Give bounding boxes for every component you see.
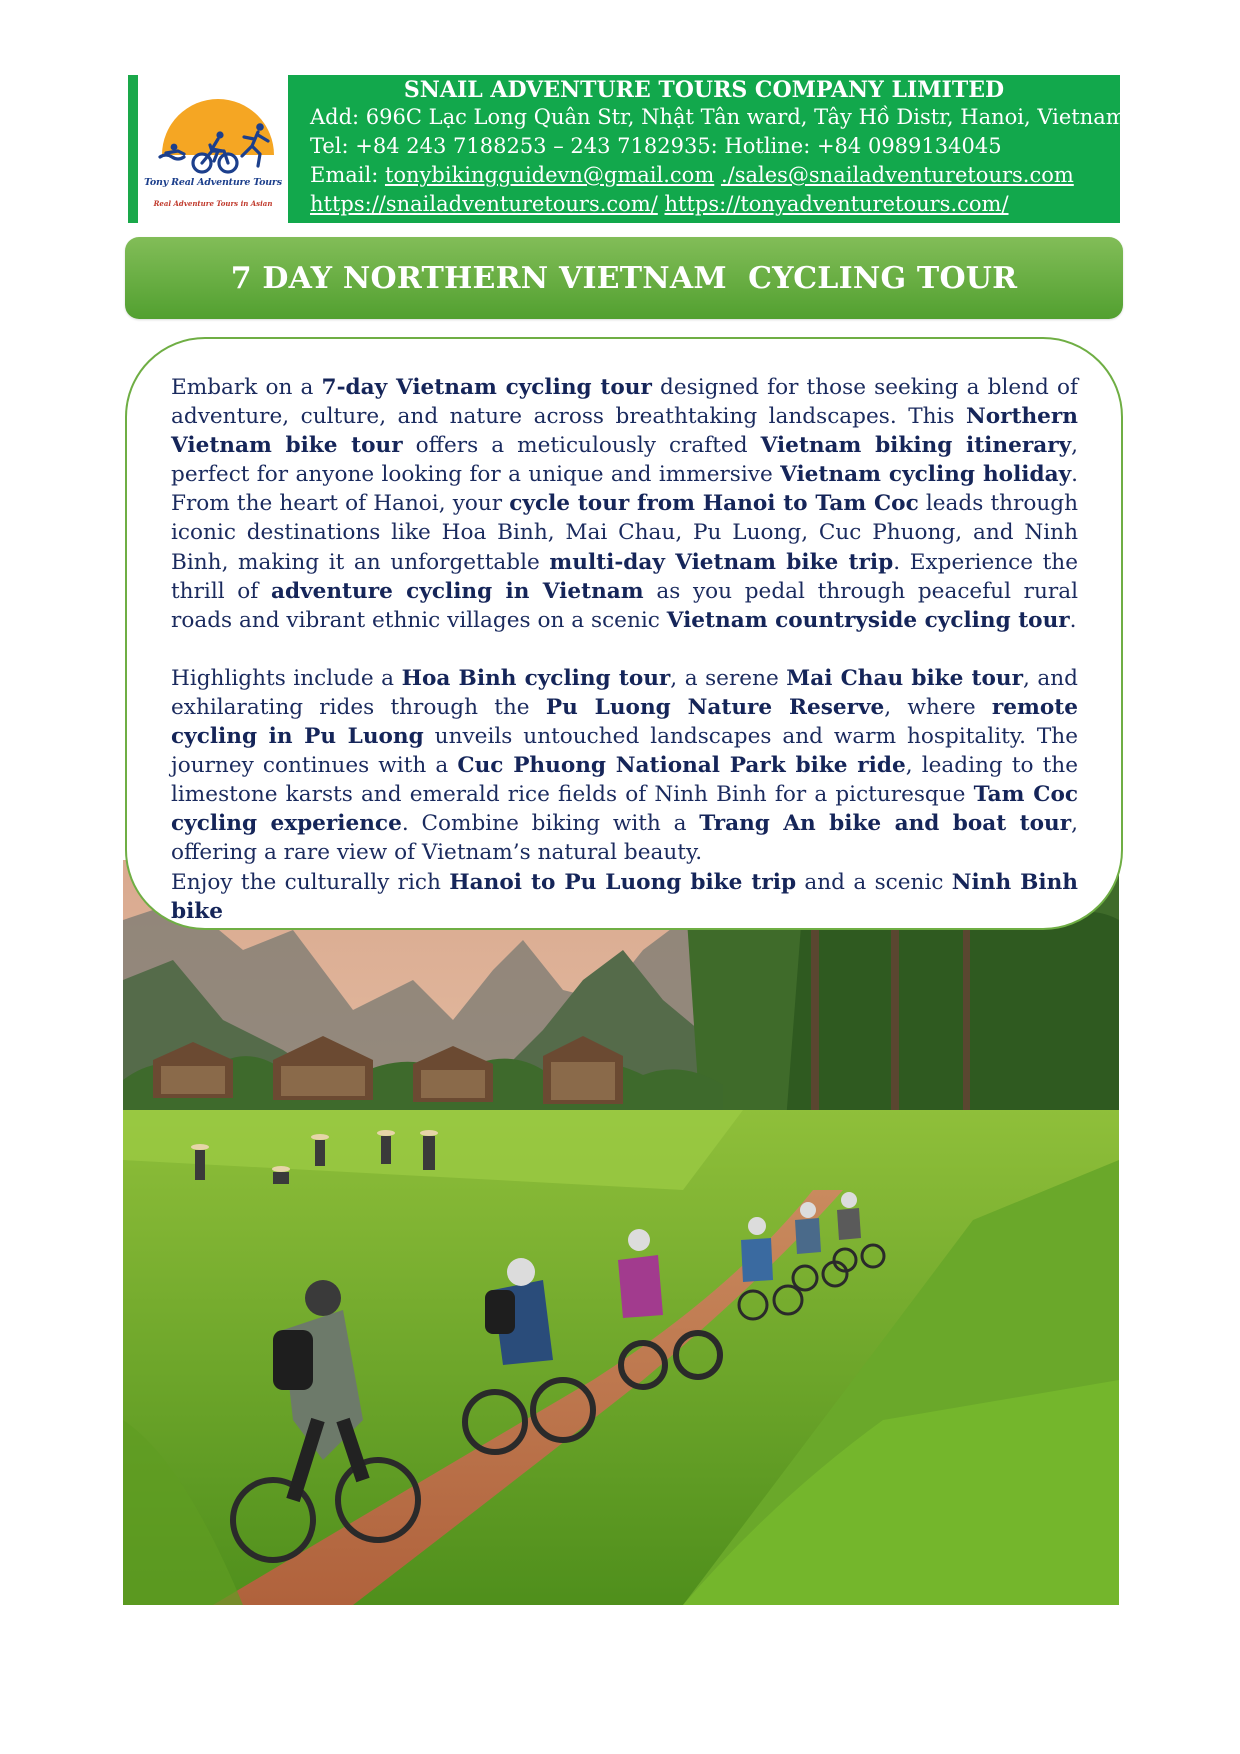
landscape-photo-icon [123, 860, 1119, 1605]
bold-keyword: Pu Luong Nature Reserve [545, 694, 885, 720]
intro-paragraph-1 [171, 373, 1078, 635]
email-link-sales[interactable]: ./sales@snailadventuretours.com [720, 163, 1074, 187]
text-run: offers a meticulously crafted [402, 433, 761, 459]
text-run: . From the heart of Hanoi, your [171, 462, 1078, 517]
bold-keyword: Vietnam biking itinerary [760, 433, 1072, 459]
logo-tagline: Real Adventure Tours in Asian [153, 199, 273, 208]
intro-text-box [125, 337, 1123, 930]
cyclist-sun-logo-icon [144, 89, 292, 185]
company-phone: Tel: +84 243 7188253 – 243 7182935: Hotline: +84 0989134045 [310, 134, 1002, 158]
bold-keyword: adventure cycling in Vietnam [270, 578, 644, 604]
cyclists-rice-field-photo [123, 860, 1119, 1605]
page-title: 7 DAY NORTHERN VIETNAM CYCLING TOUR [230, 260, 1018, 296]
website-link-snail[interactable]: https://snailadventuretours.com/ [310, 192, 658, 216]
bold-keyword: Northern Vietnam bike tour [171, 404, 1078, 459]
bold-keyword: Mai Chau bike tour [786, 665, 1023, 691]
text-run: Enjoy the culturally rich [171, 869, 450, 895]
email-link-primary[interactable]: tonybikingguidevn@gmail.com [384, 163, 715, 187]
text-run: leads through iconic destinations like Hoa Binh, Mai Chau, Pu Luong, Cuc Phuong, and Ninh Binh, making it an unforgettable [171, 491, 1078, 575]
intro-paragraph-2 [171, 664, 1078, 868]
company-address: Add: 696C Lạc Long Quân Str, Nhật Tân ward, Tây Hồ Distr, Hanoi, Vietnam [310, 105, 1126, 129]
company-email-line [310, 161, 1120, 190]
bold-keyword: Vietnam cycling holiday [780, 462, 1072, 488]
text-run: designed for those seeking a blend of adventure, culture, and nature across breathtaking landscapes. This [171, 375, 1079, 430]
text-run: unveils untouched landscapes and warm hospitality. The journey continues with a [171, 724, 1078, 779]
logo-title: Tony Real Adventure Tours [144, 177, 282, 188]
bold-keyword: Hanoi to Pu Luong bike trip [449, 869, 797, 895]
text-run: Highlights include a [171, 665, 402, 691]
text-run: and a scenic [796, 869, 952, 895]
bold-keyword: Cuc Phuong National Park bike ride [457, 753, 906, 779]
title-banner [125, 237, 1123, 319]
company-name: SNAIL ADVENTURE TOURS COMPANY LIMITED [403, 77, 1005, 103]
bold-keyword: Hoa Binh cycling tour [401, 665, 671, 691]
text-run: , a serene [670, 665, 787, 691]
intro-text [171, 373, 1079, 924]
bold-keyword: multi-day Vietnam bike trip [549, 549, 894, 575]
text-run: , leading to the limestone karsts and emerald rice fields of Ninh Binh for a picturesque [171, 753, 1078, 808]
text-run: . Experience the thrill of [171, 549, 1078, 604]
intro-paragraph-3 [171, 868, 1078, 926]
email-prefix: Email: [310, 163, 385, 187]
company-info-panel [288, 75, 1126, 223]
text-run: , perfect for anyone looking for a unique and immersive [171, 433, 1078, 488]
text-run: . [1069, 607, 1077, 633]
website-link-tony[interactable]: https://tonyadventuretours.com/ [664, 192, 1009, 216]
bold-keyword: cycle tour from Hanoi to Tam Coc [509, 491, 919, 517]
company-logo [128, 75, 288, 223]
bold-keyword: Trang An bike and boat tour [699, 811, 1072, 837]
bold-keyword: Tam Coc cycling experience [171, 782, 1078, 837]
text-run: , where [884, 694, 992, 720]
bold-keyword: Ninh Binh bike [171, 869, 1078, 924]
company-website-line [310, 190, 1120, 219]
text-run: Embark on a [171, 375, 322, 400]
text-run: as you pedal through peaceful rural roads and vibrant ethnic villages on a scenic [171, 578, 1079, 633]
bold-keyword: 7-day Vietnam cycling tour [321, 375, 652, 400]
text-run: , offering a rare view of Vietnam’s natural beauty. [171, 811, 1079, 866]
text-run: . Combine biking with a [401, 811, 700, 837]
text-run: , and exhilarating rides through the [171, 665, 1079, 720]
bold-keyword: remote cycling in Pu Luong [171, 694, 1078, 750]
bold-keyword: Vietnam countryside cycling tour [666, 607, 1070, 633]
